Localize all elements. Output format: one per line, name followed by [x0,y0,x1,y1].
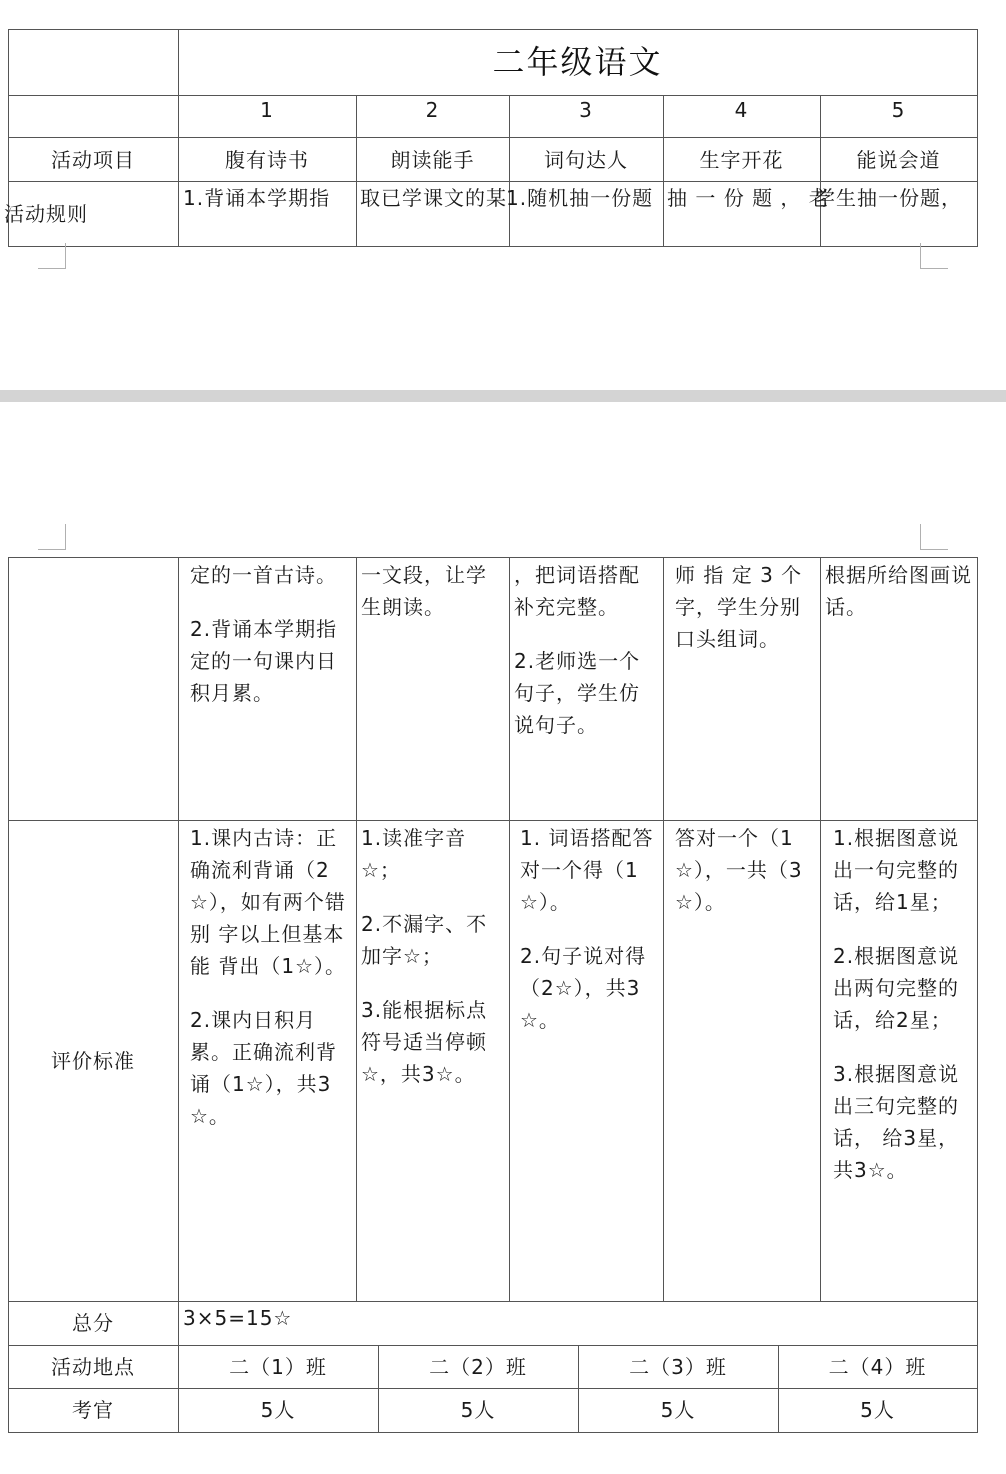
table-border [977,557,978,1433]
activity-name: 能说会道 [856,148,941,172]
evaluation-text: 答对一个（1☆），一共（3☆）。 [675,826,803,914]
crop-mark [38,243,66,269]
row-label-evaluation: 评价标准 [51,1049,135,1073]
crop-mark [920,243,948,269]
evaluation-text: 2.不漏字、不加字☆； [361,912,488,968]
evaluation-text: 1. 词语搭配答对一个得（1☆）。 [520,826,654,914]
table-border [178,557,179,1433]
evaluation-text: 2.句子说对得（2☆），共3☆。 [520,944,647,1032]
table-border [663,557,664,1302]
table-border [8,246,978,247]
activity-name: 词句达人 [544,148,628,172]
total-value: 3×5=15☆ [183,1306,293,1330]
table-border [8,1388,978,1389]
table-border [8,137,978,138]
table-border [8,557,9,1433]
rule-text: 定的一首古诗。 [190,563,337,587]
evaluation-text: 3.根据图意说出三句完整的话， 给3星，共3☆。 [833,1062,960,1182]
rule-cell [361,559,505,645]
evaluation-text: 1.根据图意说出一句完整的话，给1星； [833,826,960,914]
activity-name: 朗读能手 [390,148,475,172]
rule-cell [825,559,973,645]
table-border [8,820,978,821]
evaluation-text: 1.课内古诗：正确流利背诵（2☆），如有两个错别 字以上但基本能 背出（1☆）。 [190,826,347,978]
rule-text: ，把词语搭配补充完整。 [514,563,640,619]
rule-text: 1.背诵本学期指 [183,186,331,210]
location-cell: 二（1）班 [229,1355,327,1379]
table-border [8,29,978,30]
evaluation-cell [833,822,973,1208]
table-border [8,1345,978,1346]
crop-mark [38,524,66,550]
evaluation-text: 1.读准字音☆； [361,826,467,882]
table-border [8,1432,978,1433]
evaluation-text: 3.能根据标点符号适当停顿☆，共3☆。 [361,998,488,1086]
row-label-activity: 活动项目 [51,148,135,172]
examiner-cell: 5人 [460,1398,496,1422]
rule-text: 根据所给图画说话。 [825,563,972,619]
column-number: 4 [734,98,749,122]
table-border [509,557,510,1302]
activity-name: 腹有诗书 [225,148,309,172]
rule-cell [190,559,350,731]
examiner-cell: 5人 [260,1398,296,1422]
rule-text: 2.背诵本学期指定的一句课内日积月累。 [190,617,338,705]
evaluation-cell [520,822,658,1058]
activity-name: 生字开花 [699,148,784,172]
row-label-rules: 活动规则 [4,202,88,226]
location-cell: 二（2）班 [429,1355,527,1379]
evaluation-cell [190,822,350,1154]
column-number: 1 [260,98,274,122]
examiner-cell: 5人 [860,1398,895,1422]
rule-text: 取已学课文的某 [360,186,507,210]
location-cell: 二（4）班 [828,1355,927,1379]
location-cell: 二（3）班 [629,1355,727,1379]
table-border [8,557,978,558]
evaluation-cell [675,822,815,940]
rule-text: 1.随机抽一份题 [506,186,654,210]
crop-mark [920,524,948,550]
rule-text: 一文段，让学生朗读。 [361,563,487,619]
evaluation-text: 2.课内日积月累。正确流利背诵（1☆），共3☆。 [190,1008,337,1128]
page-title: 二年级语文 [492,43,663,81]
column-number: 3 [579,98,593,122]
evaluation-text: 2.根据图意说出两句完整的话，给2星； [833,944,960,1032]
examiner-cell: 5人 [660,1398,696,1422]
row-label-total: 总分 [72,1311,114,1335]
rule-text: 2.老师选一个句子，学生仿说句子。 [514,649,641,737]
page-separator [0,390,1006,402]
rule-text: 抽 一 份 题 ， 老 [667,186,830,210]
rule-text: 学生抽一份题， [815,186,962,210]
row-label-location: 活动地点 [51,1355,135,1379]
column-number: 2 [425,98,440,122]
table-border [820,557,821,1302]
column-number: 5 [891,98,906,122]
evaluation-cell [361,822,505,1112]
table-border [356,557,357,1302]
rule-cell [675,559,815,677]
rule-text: 师 指 定 3 个字，学生分别口头组词。 [675,563,803,651]
table-border [8,1301,978,1302]
row-label-examiner: 考官 [72,1398,114,1422]
table-border [977,29,978,247]
rule-cell [514,559,658,763]
